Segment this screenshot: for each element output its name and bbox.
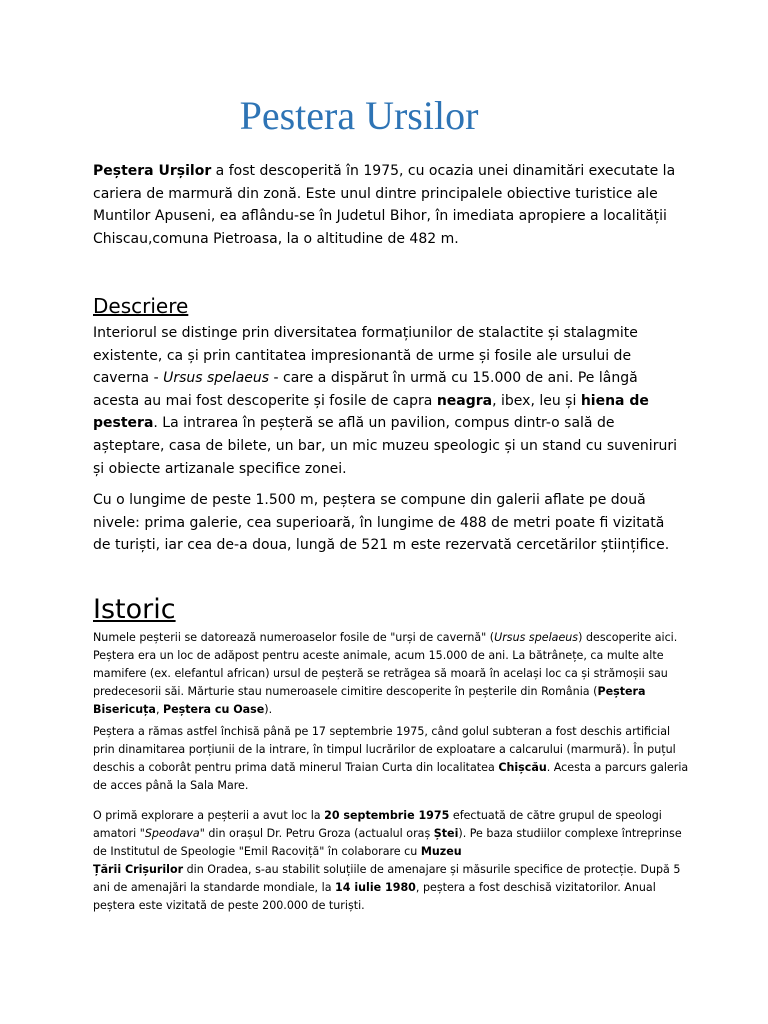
- text-run: Peștera a rămas astfel închisă până pe 17 septembrie 1975, când golul subteran a fost deschis artificial prin dinamitarea porțiunii de la intrare, în timpul lucrărilor de exploatare a calcarului (marmură). În puțul deschis a coborât pentru prima dată minerul Traian Curta din localitatea: [93, 725, 676, 775]
- descriere-paragraph-2: Cu o lungime de peste 1.500 m, peștera se compune din galerii aflate pe două nivele: prima galerie, cea superioară, în lungime de 488 de metri poate fi vizitată de turiști, iar cea de-a doua, lungă de 521 m este rezervată cercetărilor științifice.: [93, 492, 670, 554]
- bold-term: Peștera Bisericuța: [93, 685, 646, 717]
- bold-term: Țării Crișurilor: [93, 863, 184, 877]
- document-title: Pestera Ursilor: [239, 93, 479, 138]
- intro-text: a fost descoperită în 1975, cu ocazia unei dinamitări executate la cariera de marmură din zonă. Este unul dintre principalele obiective turistice ale Muntilor Apuseni, ea aflându-se în Judetul Bihor, în imediata apropiere a localității Chiscau,comuna Pietroasa, la o altitudine de 482 m.: [93, 163, 676, 247]
- text-run: . La intrarea în peșteră se află un pavilion, compus dintr-o sală de așteptare, casa de bilete, un bar, un mic muzeu speologic și un stand cu suveniruri și obiecte artizanale specifice zonei.: [93, 415, 677, 477]
- bold-term: Chișcău: [498, 761, 547, 775]
- text-run: , peștera a fost deschisă vizitatorilor. Anual peștera este vizitată de peste 200.000 de turiști.: [93, 881, 656, 913]
- intro-paragraph: [93, 160, 683, 250]
- bold-term: Ștei: [433, 827, 459, 841]
- istoric-paragraph-1: [93, 629, 693, 719]
- text-run: efectuată de către grupul de speologi amatori ": [93, 809, 662, 841]
- text-run: O primă explorare a peșterii a avut loc la: [93, 809, 325, 822]
- text-run: " din orașul Dr. Petru Groza (actualul oraș: [199, 827, 434, 841]
- bold-term: neagra: [436, 392, 493, 409]
- bold-term: Peștera cu Oase: [163, 703, 265, 717]
- text-run: Numele peșterii se datorează numeroaselor fosile de "urși de cavernă" (: [93, 631, 495, 644]
- bold-term: 20 septembrie 1975: [324, 809, 450, 822]
- istoric-paragraph-3: [93, 807, 693, 916]
- text-run: ). Pe baza studiilor complexe întreprinse de Institutul de Speologie "Emil Racoviță" în colaborare cu: [93, 827, 682, 859]
- text-run: . Acesta a parcurs galeria de acces până la Sala Mare.: [93, 761, 689, 793]
- text-run: Interiorul se distinge prin diversitatea formațiunilor de stalactite și stalagmite existente, ca și prin cantitatea impresionantă de urme și fosile ale ursului de caverna -: [93, 325, 638, 387]
- bold-term: 14 iulie 1980: [335, 881, 416, 895]
- species-name: Ursus spelaeus: [494, 631, 579, 644]
- bold-term: hiena de pestera: [93, 392, 649, 432]
- istoric-paragraph-2: [93, 723, 693, 795]
- text-run: - care a dispărut în urmă cu 15.000 de ani. Pe lângă acesta au mai fost descoperite și fosile de capra: [93, 370, 638, 409]
- descriere-paragraph-1: [93, 322, 683, 480]
- bold-term: Muzeu: [420, 845, 462, 859]
- intro-lead: Peștera Urșilor: [93, 163, 212, 179]
- istoric-heading: Istoric: [93, 594, 176, 625]
- text-run: ).: [264, 703, 273, 717]
- text-run: ,: [155, 703, 163, 717]
- text-run: din Oradea, s-au stabilit soluțiile de amenajare și măsurile specifice de protecție. După 5 ani de amenajări la standarde mondiale, la: [93, 863, 681, 895]
- descriere-heading: Descriere: [93, 294, 189, 318]
- species-name: Ursus spelaeus: [163, 370, 270, 387]
- text-run: ) descoperite aici. Peștera era un loc de adăpost pentru aceste animale, acum 15.000 de ani. La bătrânețe, ca multe alte mamifere (ex. elefantul african) ursul de peșteră se retrăgea să moară în același loc ca și strămoșii sau predecesorii săi. Mărturie stau numeroasele cimitire descoperite în peșterile din România (: [93, 631, 678, 699]
- text-run: , ibex, leu și: [492, 392, 581, 409]
- italic-term: Speodava: [144, 827, 200, 841]
